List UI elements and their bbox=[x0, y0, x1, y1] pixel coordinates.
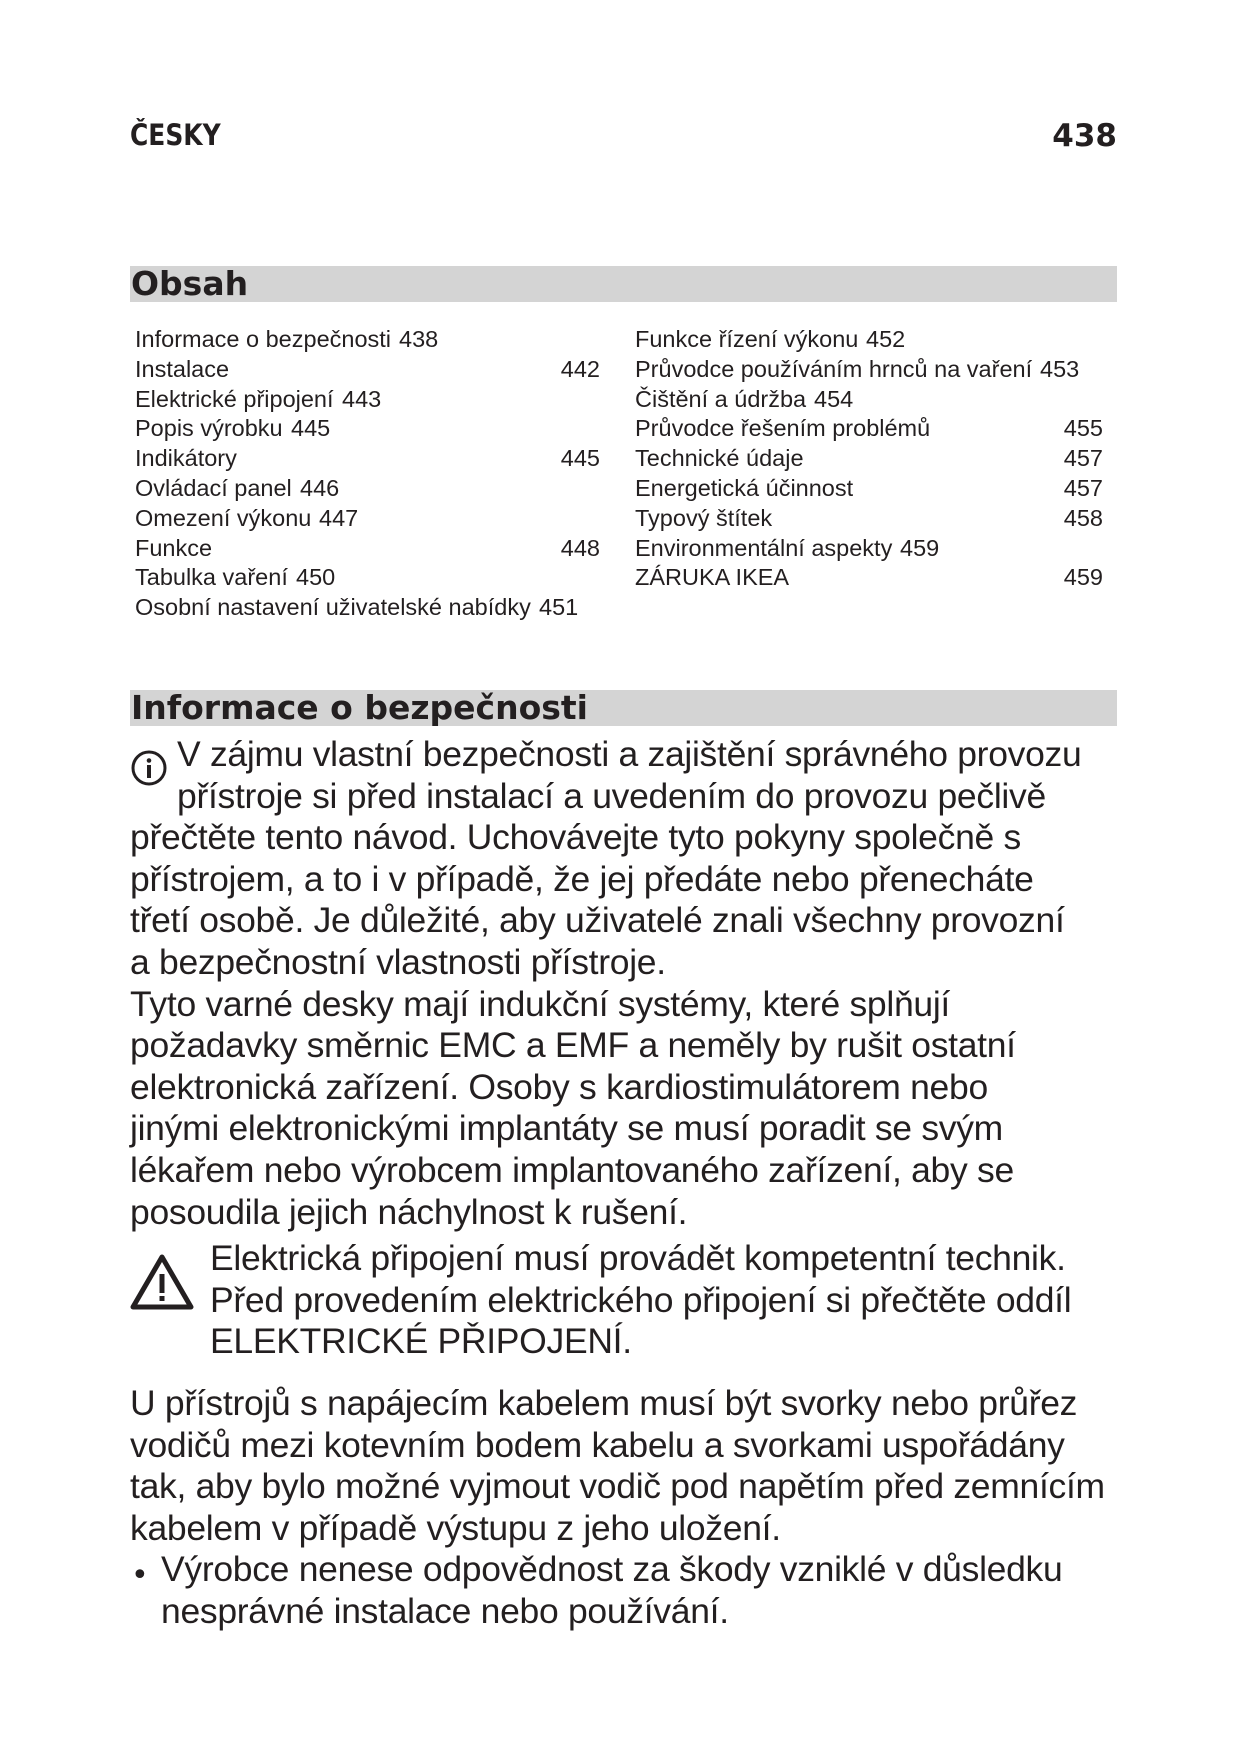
toc-entry-label: Průvodce používáním hrnců na vaření bbox=[635, 355, 1033, 382]
toc-entry-label: Energetická účinnost bbox=[635, 474, 854, 501]
toc-entry bbox=[135, 413, 605, 443]
toc-entry-page: 459 bbox=[1063, 564, 1103, 591]
text-line: lékařem nebo výrobcem implantovaného zařízení, aby se bbox=[130, 1150, 1014, 1190]
toc-entry-page: 442 bbox=[560, 355, 600, 382]
warning-icon bbox=[129, 1253, 195, 1311]
toc-title-bar bbox=[130, 266, 1117, 302]
toc-entry-label: Elektrické připojení bbox=[135, 385, 334, 412]
toc-entry bbox=[135, 384, 605, 414]
toc-entry-label: Osobní nastavení uživatelské nabídky bbox=[135, 594, 531, 621]
toc-entry bbox=[635, 562, 1105, 592]
toc-entry bbox=[635, 413, 1105, 443]
toc-entry-page: 448 bbox=[560, 534, 600, 561]
toc-entry-page: 452 bbox=[866, 326, 906, 352]
toc-entry-label: Indikátory bbox=[135, 445, 237, 472]
toc-entry bbox=[635, 473, 1105, 503]
toc-entry bbox=[135, 533, 605, 563]
safety-title: Informace o bezpečnosti bbox=[131, 688, 588, 727]
toc-entry-label: Čištění a údržba bbox=[635, 385, 807, 412]
text-line: přístroje si před instalací a uvedením do provozu pečlivě bbox=[177, 775, 1046, 816]
text-line: ELEKTRICKÉ PŘIPOJENÍ. bbox=[210, 1321, 632, 1362]
toc-entry-page: 453 bbox=[1040, 355, 1080, 382]
info-icon bbox=[130, 749, 168, 787]
toc-entry-label: Instalace bbox=[135, 355, 230, 382]
text-line: Tyto varné desky mají indukční systémy, které splňují bbox=[130, 983, 950, 1024]
text-line: a bezpečnostní vlastnosti přístroje. bbox=[130, 942, 666, 982]
toc-entry bbox=[635, 503, 1105, 533]
toc-right-column bbox=[635, 324, 1105, 592]
text-line: třetí osobě. Je důležité, aby uživatelé znali všechny provozní bbox=[130, 900, 1065, 941]
toc-entry bbox=[135, 443, 605, 473]
text-line: vodičů mezi kotevním bodem kabelu a svorkami uspořádány bbox=[130, 1424, 1065, 1465]
toc-entry-label: ZÁRUKA IKEA bbox=[635, 564, 790, 591]
toc-entry bbox=[135, 592, 605, 622]
bullet-marker: • bbox=[131, 1558, 149, 1593]
toc-entry-page: 446 bbox=[300, 474, 340, 501]
toc-entry-page: 438 bbox=[399, 326, 439, 352]
text-line: V zájmu vlastní bezpečnosti a zajištění správného provozu bbox=[177, 734, 1082, 774]
text-line: kabelem v případě výstupu z jeho uložení. bbox=[130, 1507, 781, 1548]
toc-title: Obsah bbox=[131, 264, 249, 303]
toc-entry-label: Funkce řízení výkonu bbox=[635, 326, 859, 352]
toc-entry-page: 454 bbox=[814, 385, 854, 412]
toc-entry-label: Informace o bezpečnosti bbox=[135, 326, 392, 352]
toc-entry bbox=[635, 533, 1105, 563]
toc-entry-page: 451 bbox=[539, 594, 579, 621]
toc-entry-page: 445 bbox=[291, 415, 331, 442]
toc-entry-page: 447 bbox=[319, 504, 359, 531]
toc-entry bbox=[635, 354, 1105, 384]
toc-entry-label: Omezení výkonu bbox=[135, 504, 312, 531]
toc-entry-label: Průvodce řešením problémů bbox=[635, 415, 931, 442]
page-number: 438 bbox=[1052, 118, 1117, 154]
toc-entry-page: 450 bbox=[296, 564, 336, 591]
toc-entry bbox=[135, 562, 605, 592]
text-line: Před provedením elektrického připojení si přečtěte oddíl bbox=[210, 1279, 1072, 1320]
toc-entry bbox=[135, 324, 605, 354]
toc-entry bbox=[135, 473, 605, 503]
toc-entry bbox=[635, 324, 1105, 354]
toc-entry-label: Funkce bbox=[135, 534, 213, 561]
text-line: tak, aby bylo možné vyjmout vodič pod napětím před zemnícím bbox=[130, 1466, 1105, 1507]
text-line: U přístrojů s napájecím kabelem musí být svorky nebo průřez bbox=[130, 1383, 1078, 1423]
text-line: Elektrická připojení musí provádět kompetentní technik. bbox=[210, 1238, 1066, 1278]
text-line: Výrobce nenese odpovědnost za škody vzniklé v důsledku bbox=[161, 1549, 1063, 1589]
toc-entry bbox=[135, 503, 605, 533]
text-line: přečtěte tento návod. Uchovávejte tyto pokyny společně s bbox=[130, 817, 1021, 858]
toc-entry-page: 457 bbox=[1063, 445, 1103, 472]
toc-entry bbox=[635, 443, 1105, 473]
text-line: přístrojem, a to i v případě, že jej předáte nebo přenecháte bbox=[130, 858, 1034, 899]
text-line: posoudila jejich náchylnost k rušení. bbox=[130, 1191, 688, 1232]
text-line: nesprávné instalace nebo používání. bbox=[161, 1590, 729, 1631]
toc-entry-page: 455 bbox=[1063, 415, 1103, 442]
toc-entry bbox=[135, 354, 605, 384]
toc-entry-page: 459 bbox=[900, 534, 940, 561]
toc-left-column bbox=[135, 324, 605, 622]
toc-entry-page: 443 bbox=[342, 385, 382, 412]
toc-entry-label: Popis výrobku bbox=[135, 415, 283, 442]
toc-entry-label: Tabulka vaření bbox=[135, 564, 288, 591]
toc-entry-page: 458 bbox=[1063, 504, 1103, 531]
toc-entry-page: 457 bbox=[1063, 474, 1103, 501]
toc-entry-label: Environmentální aspekty bbox=[635, 534, 893, 561]
toc-entry-label: Technické údaje bbox=[635, 445, 804, 472]
language-label: ČESKY bbox=[130, 118, 221, 152]
toc-entry bbox=[635, 384, 1105, 414]
toc-entry-label: Typový štítek bbox=[635, 504, 773, 531]
toc-entry-label: Ovládací panel bbox=[135, 474, 292, 501]
text-line: požadavky směrnic EMC a EMF a neměly by rušit ostatní bbox=[130, 1025, 1016, 1066]
text-line: jinými elektronickými implantáty se musí poradit se svým bbox=[130, 1108, 1003, 1149]
toc-entry-page: 445 bbox=[560, 445, 600, 472]
text-line: elektronická zařízení. Osoby s kardiostimulátorem nebo bbox=[130, 1066, 988, 1107]
